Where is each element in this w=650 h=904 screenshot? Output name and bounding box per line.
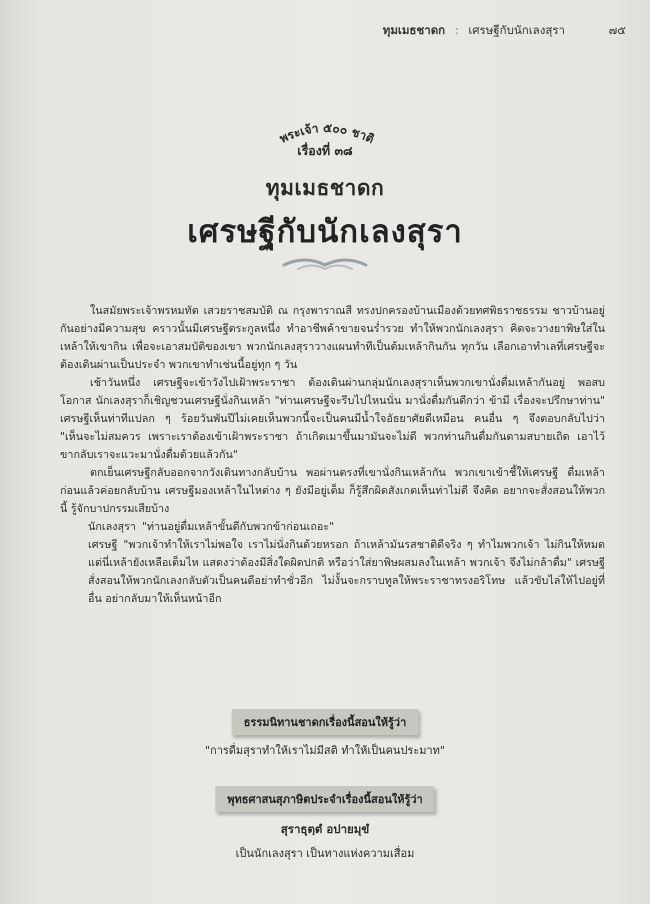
pali-translation: เป็นนักเลงสุรา เป็นทางแห่งความเสื่อม [235, 847, 415, 860]
paragraph-3: ตกเย็นเศรษฐีกลับออกจากวังเดินทางกลับบ้าน พอผ่านตรงที่เขานั่งกินเหล้ากัน พวกเขาเข้าชี้ให้เศรษฐี ดื่มเหล้าก่อนแล้วค่อยกลับบ้าน เศรษฐีมองเหล้าในไหต่าง ๆ ยังมีอยู่เต็ม ก็รู้สึกผิดสังเกตเห็นท่าไม่ดี จึงคิด อยากจะสั่งสอนให้พวกนี้ รู้จักบาปกรรมเสียบ้าง [60, 466, 605, 515]
running-head-book: ทุมเมธชาดก [382, 23, 446, 37]
title-ornament-icon [280, 251, 370, 273]
dialogue-merchant [60, 536, 605, 608]
paragraph-2: เช้าวันหนึ่ง เศรษฐีจะเข้าวังไปเฝ้าพระราชา ต้องเดินผ่านกลุ่มนักเลงสุราเห็นพวกเขานั่งดื่มเหล้ากันอยู่ พอสบโอกาส นักเลงสุราก็เชิญชวนเศรษฐีนั่งกินเหล้า "ท่านเศรษฐีจะรีบไปไหนนั่น มานั่งดื่มกันดีกว่า ข้ามี เรื่องจะปรึกษาท่าน" เศรษฐีเห็นท่าทีแปลก ๆ ร้อยวันพันปีไม่เคยเห็นพวกนี้จะเป็นคนมีน้ำใจอัธยาศัยดีเหมือน คนอื่น ๆ จึงตอบกลับไปว่า "เห็นจะไม่สมควร เพราะเราต้องเข้าเฝ้าพระราชา ถ้าเกิดเมาขึ้นมามันจะไม่ดี พวกท่านกินดื่มกันตามสบายเถิด เอาไว้ขากลับเราจะแวะมานั่งดื่มด้วยแล้วกัน" [60, 376, 605, 461]
jataka-title: ทุมเมธชาดก [265, 176, 385, 200]
dialogue-text: "ท่านอยู่ดื่มเหล้าขั้นดีกับพวกข้าก่อนเถอะ" [141, 520, 335, 533]
pali-verse: สุราธุตฺตํ อปายมุขํ [280, 822, 370, 836]
story-number: เรื่องที่ ๓๘ [297, 143, 353, 158]
story-body [60, 302, 605, 608]
running-head-chapter: เศรษฐีกับนักเลงสุรา [468, 23, 565, 37]
moral-text: "การดื่มสุราทำให้เราไม่มีสติ ทำให้เป็นคนประมาท" [204, 744, 445, 757]
page-number: ๗๕ [608, 23, 626, 37]
speaker-label: นักเลงสุรา [88, 520, 136, 533]
paragraph-1: ในสมัยพระเจ้าพรหมทัต เสวยราชสมบัติ ณ กรุงพาราณสี ทรงปกครองบ้านเมืองด้วยทศพิธราชธรรม ชาวบ้านอยู่กันอย่างมีความสุข คราวนั้นมีเศรษฐีตระกูลหนึ่ง ทำอาชีพค้าขายจนร่ำรวย ทำให้พวกนักเลงสุรา คิดจะวางยาพิษใส่ในเหล้าให้เขากิน เพื่อจะเอาสมบัติของเขา พวกนักเลงสุราวางแผนทำทีเป็นต้มเหล้ากินกัน ทุกวัน เลือกเอาทำเลที่เศรษฐีจะต้องเดินผ่านเป็นประจำ พวกเขาทำเช่นนี้อยู่ทุก ๆ วัน [60, 304, 605, 371]
dialogue-text: "พวกเจ้าทำให้เราไม่พอใจ เราไม่นั่งกินด้วยหรอก ถ้าเหล้ามันรสชาติดีจริง ๆ ทำไมพวกเจ้า ไม่กินให้หมด แต่นี่เหล้ายังเหลือเต็มไห แสดงว่าต้องมีสิ่งใดผิดปกติ หรือว่าใส่ยาพิษผสมลงในเหล้า พวกเจ้า จึงไม่กล้าดื่ม" เศรษฐีสั่งสอนให้พวกนักเลงกลับตัวเป็นคนดีอย่าทำชั่วอีก ไม่งั้นจะกราบทูลให้พระราชาทรงอริโทษ แล้วขับไล่ให้ไปอยู่ที่อื่น อย่ากลับมาให้เห็นหน้าอีก [88, 538, 605, 605]
running-head [383, 22, 626, 40]
series-label: พระเจ้า ๕๐๐ ชาติ [277, 120, 377, 147]
proverb-heading-box: พุทธศาสนสุภาษิตประจำเรื่องนี้สอนให้รู้ว่า [215, 786, 434, 812]
running-head-separator: : [454, 23, 459, 37]
story-title: เศรษฐีกับนักเลงสุรา [187, 214, 463, 250]
moral-heading-box: ธรรมนิทานชาดกเรื่องนี้สอนให้รู้ว่า [232, 709, 419, 735]
dialogue-drunkards [60, 518, 605, 536]
speaker-label: เศรษฐี [88, 538, 118, 551]
